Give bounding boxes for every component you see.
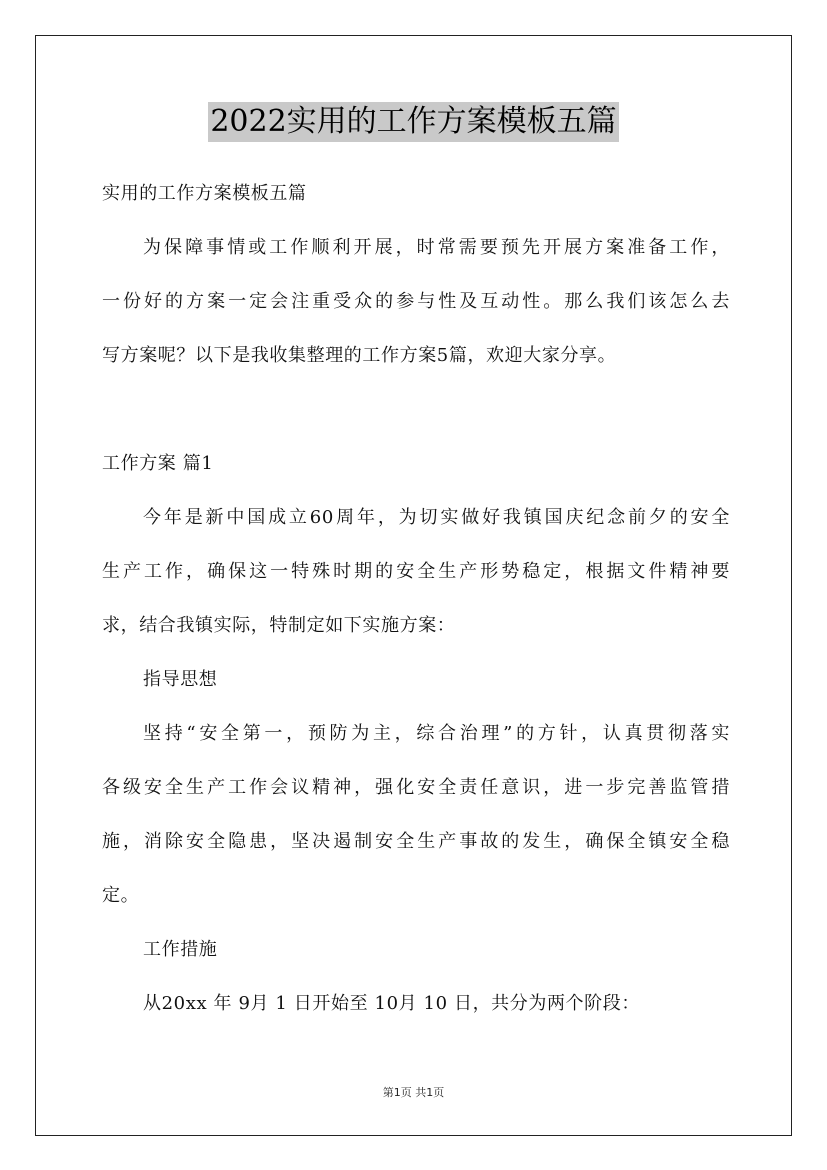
subtitle-line: 实用的工作方案模板五篇	[102, 183, 307, 204]
paragraph-line: 写方案呢？以下是我收集整理的工作方案5篇，欢迎大家分享。	[102, 345, 617, 366]
title-wrap	[0, 102, 827, 142]
page-footer: 第1页 共1页	[382, 1086, 445, 1099]
paragraph-line: 一份好的方案一定会注重受众的参与性及互动性。那么我们该怎么去	[102, 291, 730, 312]
blank-gap	[102, 388, 730, 442]
paragraph-line: 从20xx 年 9月 1 日开始至 10月 10 日，共分为两个阶段：	[143, 993, 640, 1014]
paragraph-line: 生产工作，确保这一特殊时期的安全生产形势稳定，根据文件精神要	[102, 561, 730, 582]
paragraph-line: 各级安全生产工作会议精神，强化安全责任意识，进一步完善监管措	[102, 777, 730, 798]
subheading-guiding-ideology: 指导思想	[143, 669, 218, 690]
paragraph-line: 求，结合我镇实际，特制定如下实施方案：	[102, 615, 456, 636]
paragraph-line: 为保障事情或工作顺利开展，时常需要预先开展方案准备工作，	[143, 237, 730, 258]
paragraph-line: 今年是新中国成立60周年，为切实做好我镇国庆纪念前夕的安全	[143, 507, 730, 528]
section-heading: 工作方案 篇1	[102, 453, 214, 474]
paragraph-line: 坚持“安全第一，预防为主，综合治理”的方针，认真贯彻落实	[143, 723, 730, 744]
document-body	[102, 172, 730, 1036]
subheading-work-measures: 工作措施	[143, 939, 218, 960]
paragraph-line: 定。	[102, 885, 140, 906]
paragraph-line: 施，消除安全隐患，坚决遏制安全生产事故的发生，确保全镇安全稳	[102, 831, 730, 852]
document-title: 2022实用的工作方案模板五篇	[208, 102, 618, 142]
